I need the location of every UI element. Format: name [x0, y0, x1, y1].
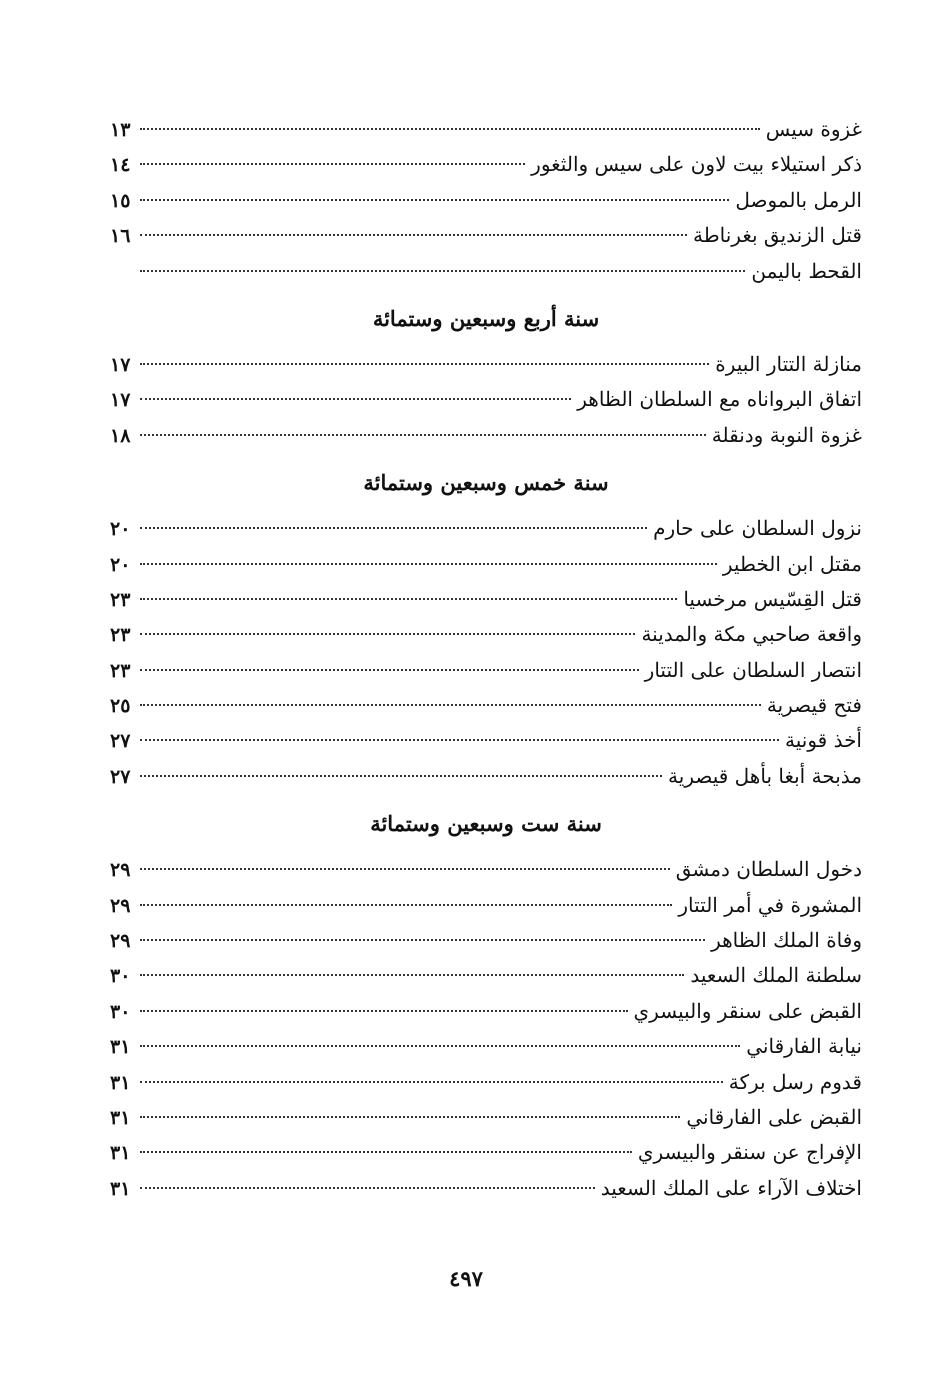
toc-entry-page: ١٧ — [110, 389, 131, 412]
dot-leader — [140, 127, 760, 130]
toc-entry-title: واقعة صاحبي مكة والمدينة — [641, 622, 862, 647]
toc-entry-page: ٢٣ — [110, 624, 131, 647]
dot-leader — [140, 362, 709, 365]
toc-entry — [110, 994, 862, 1029]
toc-entry-page: ١٦ — [110, 225, 131, 248]
dot-leader — [140, 1080, 723, 1083]
dot-leader — [140, 903, 672, 906]
table-of-contents — [110, 112, 862, 1206]
toc-entry-title: المشورة في أمر التتار — [678, 892, 862, 917]
dot-leader — [140, 233, 687, 236]
dot-leader — [140, 1009, 628, 1012]
toc-entry — [110, 723, 862, 758]
toc-entry — [110, 418, 862, 453]
section-heading: سنة أربع وسبعين وستمائة — [372, 305, 600, 331]
dot-leader — [140, 526, 647, 529]
toc-entry — [110, 1029, 862, 1064]
toc-entry-title: القبض على الفارقاني — [686, 1104, 862, 1129]
toc-entry — [110, 759, 862, 794]
toc-entry — [110, 547, 862, 582]
toc-entry-page: ٢٩ — [110, 859, 131, 882]
toc-entry-title: انتصار السلطان على التتار — [644, 657, 862, 682]
toc-entry — [110, 923, 862, 958]
dot-leader — [140, 1115, 680, 1118]
dot-leader — [140, 973, 684, 976]
toc-entry-page: ١٥ — [110, 189, 131, 212]
toc-entry-title: وفاة الملك الظاهر — [711, 928, 862, 953]
section-heading: سنة ست وسبعين وستمائة — [370, 811, 602, 837]
toc-entry-title: قتل الزنديق بغرناطة — [692, 223, 862, 248]
dot-leader — [140, 668, 639, 671]
toc-entry-title: فتح قيصرية — [766, 693, 862, 718]
toc-entry-page: ٣٠ — [110, 1000, 131, 1023]
toc-entry-page: ٣١ — [110, 1142, 131, 1165]
toc-entry-title: نيابة الفارقاني — [746, 1034, 862, 1059]
toc-entry — [110, 1100, 862, 1135]
toc-entry — [110, 688, 862, 723]
dot-leader — [140, 269, 745, 272]
toc-entry — [110, 888, 862, 923]
toc-entry-page: ١٨ — [110, 424, 131, 447]
toc-entry — [110, 183, 862, 218]
dot-leader — [140, 1044, 740, 1047]
dot-leader — [140, 397, 571, 400]
toc-entry — [110, 382, 862, 417]
toc-entry-page: ٣١ — [110, 1036, 131, 1059]
toc-entry-title: اتفاق البرواناه مع السلطان الظاهر — [577, 387, 862, 412]
toc-entry-title: غزوة سيس — [765, 117, 862, 141]
toc-entry-title: أخذ قونية — [785, 728, 862, 753]
toc-entry — [110, 653, 862, 688]
dot-leader — [140, 738, 779, 741]
toc-entry-title: الرمل بالموصل — [735, 187, 862, 212]
toc-entry — [110, 218, 862, 253]
toc-entry-title: اختلاف الآراء على الملك السعيد — [600, 1175, 862, 1200]
toc-entry-title: الإفراج عن سنقر والبيسري — [637, 1140, 862, 1165]
toc-entry-title: القحط باليمن — [751, 258, 862, 283]
dot-leader — [140, 597, 677, 600]
toc-entry-page: ٣١ — [110, 1106, 131, 1129]
dot-leader — [140, 562, 717, 565]
toc-entry-title: منازلة التتار البيرة — [715, 351, 862, 376]
toc-entry-title: نزول السلطان على حارم — [653, 516, 862, 541]
toc-entry-page: ٣٠ — [110, 965, 131, 988]
toc-entry-page: ٣١ — [110, 1177, 131, 1200]
toc-entry-page: ٢٣ — [110, 659, 131, 682]
toc-entry — [110, 511, 862, 546]
toc-entry-page: ١٤ — [110, 154, 131, 177]
toc-entry — [110, 1171, 862, 1206]
toc-entry-title: مذبحة أبغا بأهل قيصرية — [668, 763, 862, 788]
toc-entry-title: دخول السلطان دمشق — [675, 857, 862, 882]
toc-entry — [110, 347, 862, 382]
toc-entry-page: ٢٧ — [110, 730, 131, 753]
toc-entry-title: غزوة النوبة ودنقلة — [711, 422, 862, 447]
dot-leader — [140, 703, 761, 706]
toc-entry-page: ٢٩ — [110, 930, 131, 953]
toc-entry — [110, 147, 862, 182]
dot-leader — [140, 938, 705, 941]
toc-entry — [110, 1135, 862, 1170]
toc-entry-page: ١٣ — [110, 119, 131, 141]
dot-leader — [140, 867, 670, 870]
toc-entry-page: ٢٥ — [110, 695, 131, 718]
dot-leader — [140, 433, 706, 436]
toc-entry-title: مقتل ابن الخطير — [722, 551, 862, 576]
page-number: ٤٩٧ — [449, 1266, 483, 1291]
toc-entry-page: ٣١ — [110, 1071, 131, 1094]
toc-entry-title: قتل القِسّيس مرخسيا — [683, 586, 862, 611]
dot-leader — [140, 1186, 595, 1189]
toc-entry-title: قدوم رسل بركة — [728, 1069, 862, 1094]
toc-entry — [110, 582, 862, 617]
toc-entry-page: ٢٣ — [110, 588, 131, 611]
toc-entry-page: ٢٩ — [110, 894, 131, 917]
toc-entry — [110, 112, 862, 147]
toc-entry — [110, 1065, 862, 1100]
toc-entry — [110, 617, 862, 652]
dot-leader — [140, 1150, 632, 1153]
dot-leader — [140, 774, 662, 777]
toc-entry — [110, 852, 862, 887]
dot-leader — [140, 632, 635, 635]
toc-entry-page: ٢٠ — [110, 518, 131, 541]
toc-entry-title: ذكر استيلاء بيت لاون على سيس والثغور — [531, 152, 862, 177]
toc-entry — [110, 254, 862, 289]
dot-leader — [140, 198, 729, 201]
section-heading: سنة خمس وسبعين وستمائة — [363, 470, 609, 496]
toc-entry-page: ٢٧ — [110, 765, 131, 788]
toc-entry-title: القبض على سنقر والبيسري — [633, 998, 862, 1023]
toc-entry-title: سلطنة الملك السعيد — [690, 963, 862, 988]
toc-entry-page: ٢٠ — [110, 553, 131, 576]
dot-leader — [140, 162, 525, 165]
toc-entry-page: ١٧ — [110, 353, 131, 376]
toc-entry — [110, 958, 862, 993]
